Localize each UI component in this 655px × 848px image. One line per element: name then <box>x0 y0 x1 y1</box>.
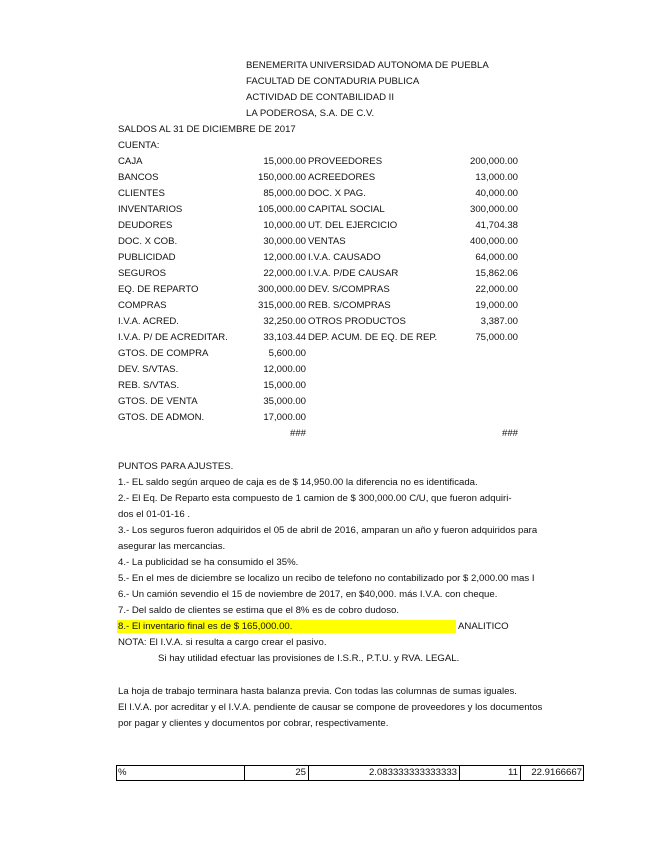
note-provisions: Si hay utilidad efectuar las provisiones de I.S.R., P.T.U. y RVA. LEGAL. <box>158 653 460 664</box>
closing-line: El I.V.A. por acreditar y el I.V.A. pendiente de causar se compone de proveedores y los documentos <box>118 702 543 713</box>
adjustment-line: 2.- El Eq. De Reparto esta compuesto de 1 camion de $ 300,000.00 C/U, que fueron adquiri- <box>118 493 512 504</box>
balances-title: SALDOS AL 31 DE DICIEMBRE DE 2017 <box>118 124 296 135</box>
debit-amount: 22,000.00 <box>263 268 306 279</box>
debit-account: SEGUROS <box>118 268 166 279</box>
debit-account: DEUDORES <box>118 220 173 231</box>
debit-account: CAJA <box>118 156 143 167</box>
account-label: CUENTA: <box>118 140 160 151</box>
debit-account: I.V.A. ACRED. <box>118 316 179 327</box>
debit-account: COMPRAS <box>118 300 167 311</box>
credit-account: I.V.A. CAUSADO <box>308 252 381 263</box>
adjustment-line: 3.- Los seguros fueron adquiridos el 05 de abril de 2016, amparan un año y fueron adquiridos para <box>118 525 538 536</box>
credit-account: OTROS PRODUCTOS <box>308 316 406 327</box>
debit-amount: 15,000.00 <box>263 380 306 391</box>
company-name: LA PODEROSA, S.A. DE C.V. <box>246 108 375 119</box>
note-iva: NOTA: El I.V.A. si resulta a cargo crear el pasivo. <box>118 637 327 648</box>
adjustment-line: 5.- En el mes de diciembre se localizo un recibo de telefono no contabilizado por $ 2,000.00 mas I <box>118 573 535 584</box>
debit-account: EQ. DE REPARTO <box>118 284 199 295</box>
credit-amount: 15,862.06 <box>475 268 518 279</box>
credit-amount: 300,000.00 <box>469 204 518 215</box>
debit-amount: 33,103.44 <box>263 332 306 343</box>
activity-title: ACTIVIDAD DE CONTABILIDAD II <box>246 92 395 103</box>
percent-label: % <box>118 767 127 778</box>
closing-line: por pagar y clientes y documentos por cobrar, respectivamente. <box>118 718 389 729</box>
debit-account: CLIENTES <box>118 188 165 199</box>
debit-amount: 12,000.00 <box>263 364 306 375</box>
debit-amount: 105,000.00 <box>257 204 306 215</box>
credit-amount: 13,000.00 <box>475 172 518 183</box>
credit-amount: 40,000.00 <box>475 188 518 199</box>
credit-account: I.V.A. P/DE CAUSAR <box>308 268 399 279</box>
credit-amount: 200,000.00 <box>469 156 518 167</box>
percent-value-2: 2.083333333333333 <box>368 767 457 778</box>
debit-amount: 17,000.00 <box>263 412 306 423</box>
total-right: ### <box>501 428 518 439</box>
percent-value-4: 22.9166667 <box>531 767 582 778</box>
adjustment-line: asegurar las mercancias. <box>118 541 226 552</box>
method-label: ANALITICO <box>458 621 509 632</box>
credit-amount: 64,000.00 <box>475 252 518 263</box>
debit-amount: 10,000.00 <box>263 220 306 231</box>
debit-amount: 85,000.00 <box>263 188 306 199</box>
adjustment-line: 8.- El inventario final es de $ 165,000.00. <box>118 621 293 632</box>
debit-amount: 30,000.00 <box>263 236 306 247</box>
percent-value-1: 25 <box>295 767 306 778</box>
credit-account: ACREEDORES <box>308 172 376 183</box>
debit-amount: 12,000.00 <box>263 252 306 263</box>
credit-amount: 75,000.00 <box>475 332 518 343</box>
debit-amount: 315,000.00 <box>257 300 306 311</box>
debit-amount: 15,000.00 <box>263 156 306 167</box>
credit-account: DEV. S/COMPRAS <box>308 284 390 295</box>
adjustment-line: dos el 01-01-16 . <box>118 509 190 520</box>
debit-amount: 32,250.00 <box>263 316 306 327</box>
adjustment-line: 6.- Un camión sevendio el 15 de noviembre de 2017, en $40,000. más I.V.A. con cheque. <box>118 589 498 600</box>
percent-value-3: 11 <box>508 767 518 778</box>
debit-amount: 300,000.00 <box>257 284 306 295</box>
credit-amount: 41,704.38 <box>475 220 518 231</box>
debit-account: I.V.A. P/ DE ACREDITAR. <box>118 332 228 343</box>
debit-account: BANCOS <box>118 172 159 183</box>
credit-amount: 19,000.00 <box>475 300 518 311</box>
adjustment-line: 7.- Del saldo de clientes se estima que el 8% es de cobro dudoso. <box>118 605 400 616</box>
percent-row <box>116 765 584 781</box>
debit-account: REB. S/VTAS. <box>118 380 180 391</box>
adjustment-line: 1.- EL saldo según arqueo de caja es de $ 14,950.00 la diferencia no es identificada. <box>118 477 478 488</box>
debit-amount: 35,000.00 <box>263 396 306 407</box>
debit-amount: 5,600.00 <box>268 348 306 359</box>
faculty-name: FACULTAD DE CONTADURIA PUBLICA <box>246 76 420 87</box>
total-left: ### <box>289 428 306 439</box>
credit-account: PROVEEDORES <box>308 156 383 167</box>
credit-account: CAPITAL SOCIAL <box>308 204 385 215</box>
debit-account: INVENTARIOS <box>118 204 183 215</box>
adjustments-title: PUNTOS PARA AJUSTES. <box>118 461 234 472</box>
university-name: BENEMERITA UNIVERSIDAD AUTONOMA DE PUEBLA <box>246 60 489 71</box>
debit-account: GTOS. DE ADMON. <box>118 412 205 423</box>
credit-account: UT. DEL EJERCICIO <box>308 220 398 231</box>
debit-account: DEV. S/VTAS. <box>118 364 179 375</box>
debit-account: GTOS. DE COMPRA <box>118 348 209 359</box>
credit-account: VENTAS <box>308 236 346 247</box>
credit-amount: 400,000.00 <box>469 236 518 247</box>
debit-account: GTOS. DE VENTA <box>118 396 198 407</box>
debit-account: DOC. X COB. <box>118 236 178 247</box>
credit-amount: 3,387.00 <box>480 316 518 327</box>
credit-account: REB. S/COMPRAS <box>308 300 391 311</box>
debit-amount: 150,000.00 <box>257 172 306 183</box>
closing-line: La hoja de trabajo terminara hasta balanza previa. Con todas las columnas de sumas iguales. <box>118 686 517 697</box>
adjustment-line: 4.- La publicidad se ha consumido el 35%. <box>118 557 299 568</box>
credit-amount: 22,000.00 <box>475 284 518 295</box>
credit-account: DOC. X PAG. <box>308 188 366 199</box>
debit-account: PUBLICIDAD <box>118 252 176 263</box>
credit-account: DEP. ACUM. DE EQ. DE REP. <box>308 332 438 343</box>
